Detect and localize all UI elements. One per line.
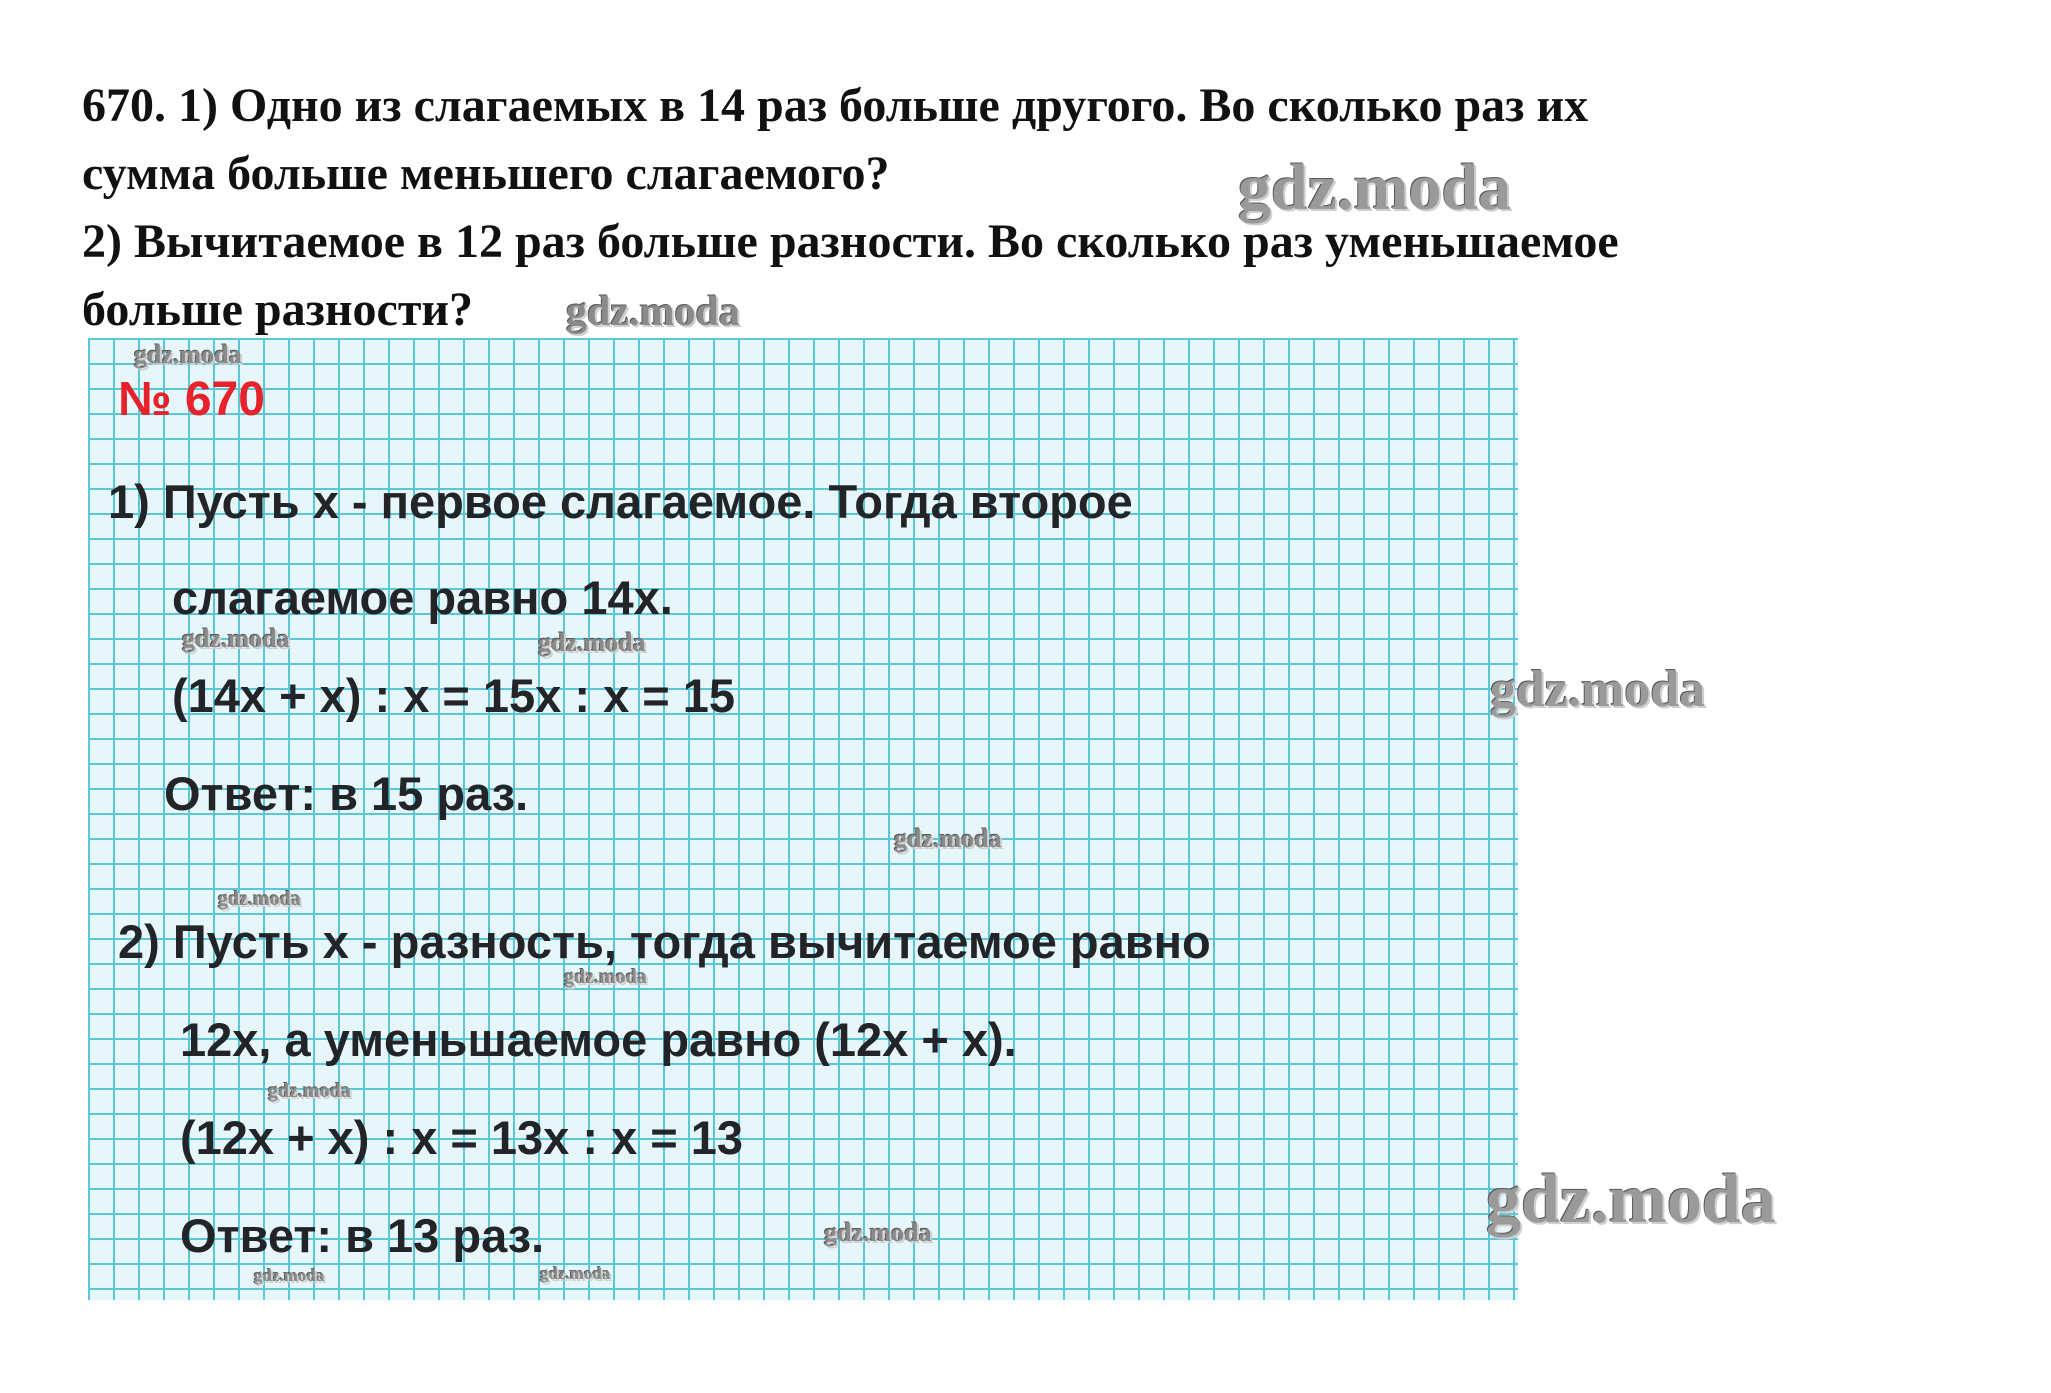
watermark: gdz.moda	[1486, 1161, 1776, 1238]
watermark: gdz.moda	[538, 628, 646, 657]
problem-statement	[82, 72, 2012, 344]
watermark: gdz.moda	[254, 1266, 325, 1285]
part2-line1: 2) Пусть x - разность, тогда вычитаемое равно	[118, 915, 1211, 968]
notebook-solution-image	[88, 338, 1518, 1300]
watermark: gdz.moda	[824, 1218, 932, 1247]
problem-line-3: 2) Вычитаемое в 12 раз больше разности. Во сколько раз уменьшаемое	[82, 215, 1619, 268]
watermark: gdz.moda	[268, 1080, 351, 1102]
watermark: gdz.moda	[894, 824, 1002, 853]
part1-equation: (14x + x) : x = 15x : x = 15	[172, 669, 736, 722]
watermark: gdz.moda	[1238, 151, 1512, 224]
part1-answer: Ответ: в 15 раз.	[164, 767, 529, 820]
part2-line2: 12x, а уменьшаемое равно (12x + x).	[180, 1013, 1017, 1066]
problem-line-2: сумма больше меньшего слагаемого?	[82, 147, 890, 200]
problem-line-4: больше разности?	[82, 283, 474, 336]
part1-line1: 1) Пусть x - первое слагаемое. Тогда второе	[108, 475, 1133, 528]
part1-line2: слагаемое равно 14x.	[172, 571, 673, 624]
solution-title: № 670	[118, 373, 265, 426]
watermark: gdz.moda	[540, 1264, 611, 1283]
watermark: gdz.moda	[564, 966, 647, 988]
part2-answer: Ответ: в 13 раз.	[180, 1209, 545, 1262]
watermark: gdz.moda	[134, 340, 242, 369]
watermark: gdz.moda	[182, 624, 290, 653]
watermark: gdz.moda	[566, 289, 740, 335]
problem-line-1: 670. 1) Одно из слагаемых в 14 раз больше другого. Во сколько раз их	[82, 79, 1589, 132]
watermark: gdz.moda	[1490, 661, 1706, 718]
part2-equation: (12x + x) : x = 13x : x = 13	[180, 1111, 744, 1164]
watermark: gdz.moda	[218, 888, 301, 910]
